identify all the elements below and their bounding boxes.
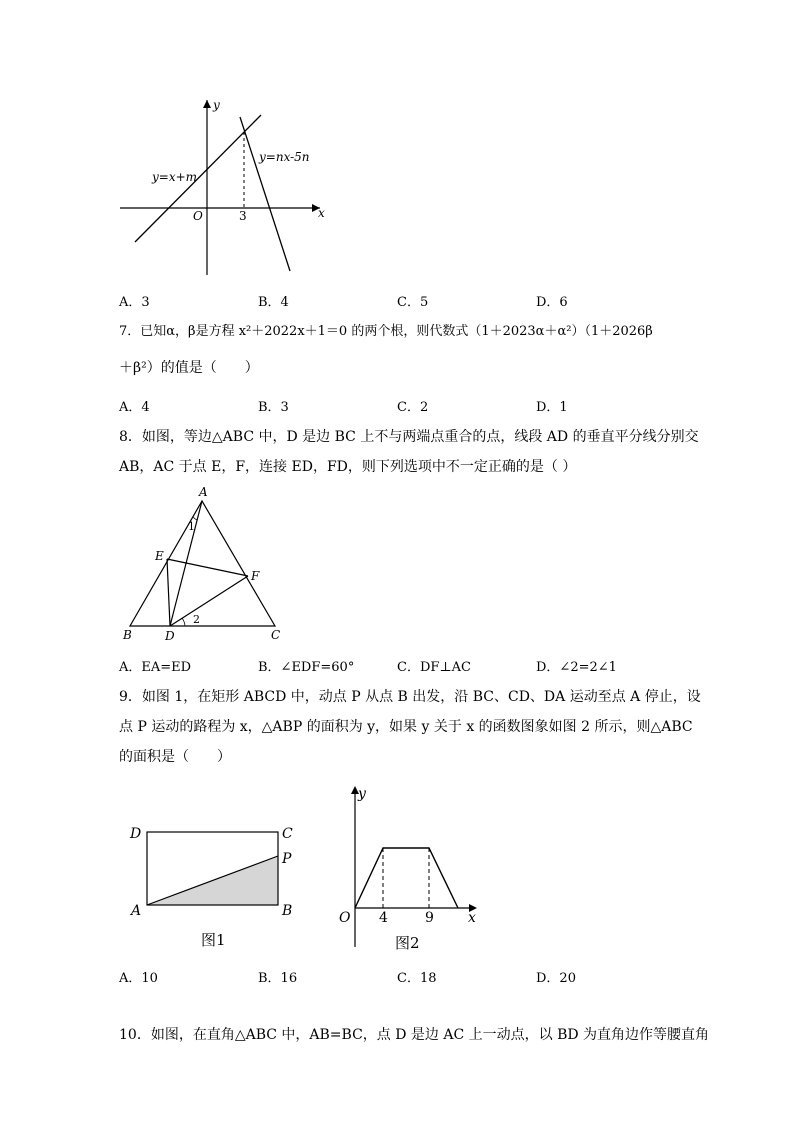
fig2-tick-9: 9 [425, 910, 434, 926]
q9-label-d: D [130, 826, 142, 842]
q6-option-d[interactable]: D．6 [536, 295, 568, 310]
fig1-origin-label: O [193, 209, 203, 223]
fig1-tick-3: 3 [239, 209, 247, 223]
q9-label-a: A [131, 903, 142, 919]
q8-option-a[interactable]: A．EA=ED [119, 660, 192, 675]
q8-label-c: C [271, 628, 281, 642]
q8-label-d: D [165, 629, 175, 643]
q9-option-d[interactable]: D．20 [536, 971, 576, 986]
angle2-arc [182, 618, 185, 626]
segment-ef [167, 559, 248, 576]
q10-text-line1: 10．如图，在直角△ABC 中，AB=BC，点 D 是边 AC 上一动点，以 BD 为直角边作等腰直角 [119, 1027, 710, 1043]
line-y-nx-5n [240, 117, 290, 271]
q8-figure [115, 482, 295, 644]
fig1-y-label: y [213, 98, 220, 112]
q9-label-b: B [282, 903, 293, 919]
q7-text-line2: ＋β²）的值是（ ） [119, 360, 259, 376]
q7-option-c[interactable]: C．2 [397, 400, 429, 415]
q8-option-d[interactable]: D．∠2=2∠1 [536, 660, 617, 675]
fig1-x-label: x [318, 206, 325, 220]
q8-option-b[interactable]: B．∠EDF=60° [258, 660, 355, 675]
q8-label-b: B [123, 628, 132, 642]
q8-angle1-label: 1 [188, 520, 195, 533]
q9-label-p: P [282, 851, 292, 867]
q7-text-line1: 7．已知α，β是方程 x²＋2022x＋1＝0 的两个根，则代数式（1＋2023α＋α²）（1＋2026β [119, 324, 653, 339]
segment-fd [170, 576, 248, 626]
q8-text-line2: AB，AC 于点 E，F，连接 ED，FD，则下列选项中不一定正确的是（ ） [119, 459, 577, 475]
q8-label-f: F [251, 569, 260, 583]
q8-angle2-label: 2 [193, 613, 200, 626]
fig1-line1-label: y=x+m [152, 170, 198, 184]
fig2-function-graph [355, 848, 458, 908]
q9-fig1-caption: 图1 [201, 931, 226, 949]
q9-label-c: C [282, 826, 293, 842]
q9-text-line1: 9．如图 1，在矩形 ABCD 中，动点 P 从点 B 出发，沿 BC、CD、DA 运动至点 A 停止，设 [119, 689, 701, 705]
q9-figure2 [325, 782, 485, 954]
q6-option-c[interactable]: C．5 [397, 295, 429, 310]
q9-fig2-caption: 图2 [395, 934, 420, 952]
q7-option-a[interactable]: A．4 [119, 400, 150, 415]
q8-label-e: E [155, 549, 164, 563]
q8-label-a: A [199, 485, 208, 499]
segment-ed [167, 559, 170, 626]
y-axis-arrow-icon [203, 100, 211, 108]
q9-option-c[interactable]: C．18 [397, 971, 437, 986]
q6-option-b[interactable]: B．4 [258, 295, 289, 310]
q9-text-line2: 点 P 运动的路程为 x，△ABP 的面积为 y，如果 y 关于 x 的函数图象如图 2 所示，则△ABC [119, 719, 693, 735]
q9-option-a[interactable]: A．10 [119, 971, 158, 986]
fig2-tick-4: 4 [379, 910, 388, 926]
q7-option-d[interactable]: D．1 [536, 400, 568, 415]
triangle-abc [130, 501, 275, 626]
fig2-origin-label: O [339, 910, 351, 926]
q8-option-c[interactable]: C．DF⊥AC [397, 660, 471, 675]
q9-text-line3: 的面积是（ ） [119, 749, 231, 765]
q6-figure [115, 95, 335, 280]
q9-figure1 [125, 818, 305, 953]
fig1-line2-label: y=nx-5n [259, 150, 310, 164]
q6-option-a[interactable]: A．3 [119, 295, 150, 310]
q8-text-line1: 8．如图，等边△ABC 中，D 是边 BC 上不与两端点重合的点，线段 AD 的垂直平分线分别交 [119, 429, 699, 445]
fig2-y-label: y [358, 786, 366, 802]
q9-option-b[interactable]: B．16 [258, 971, 298, 986]
q7-option-b[interactable]: B．3 [258, 400, 289, 415]
fig2-x-label: x [468, 910, 476, 926]
